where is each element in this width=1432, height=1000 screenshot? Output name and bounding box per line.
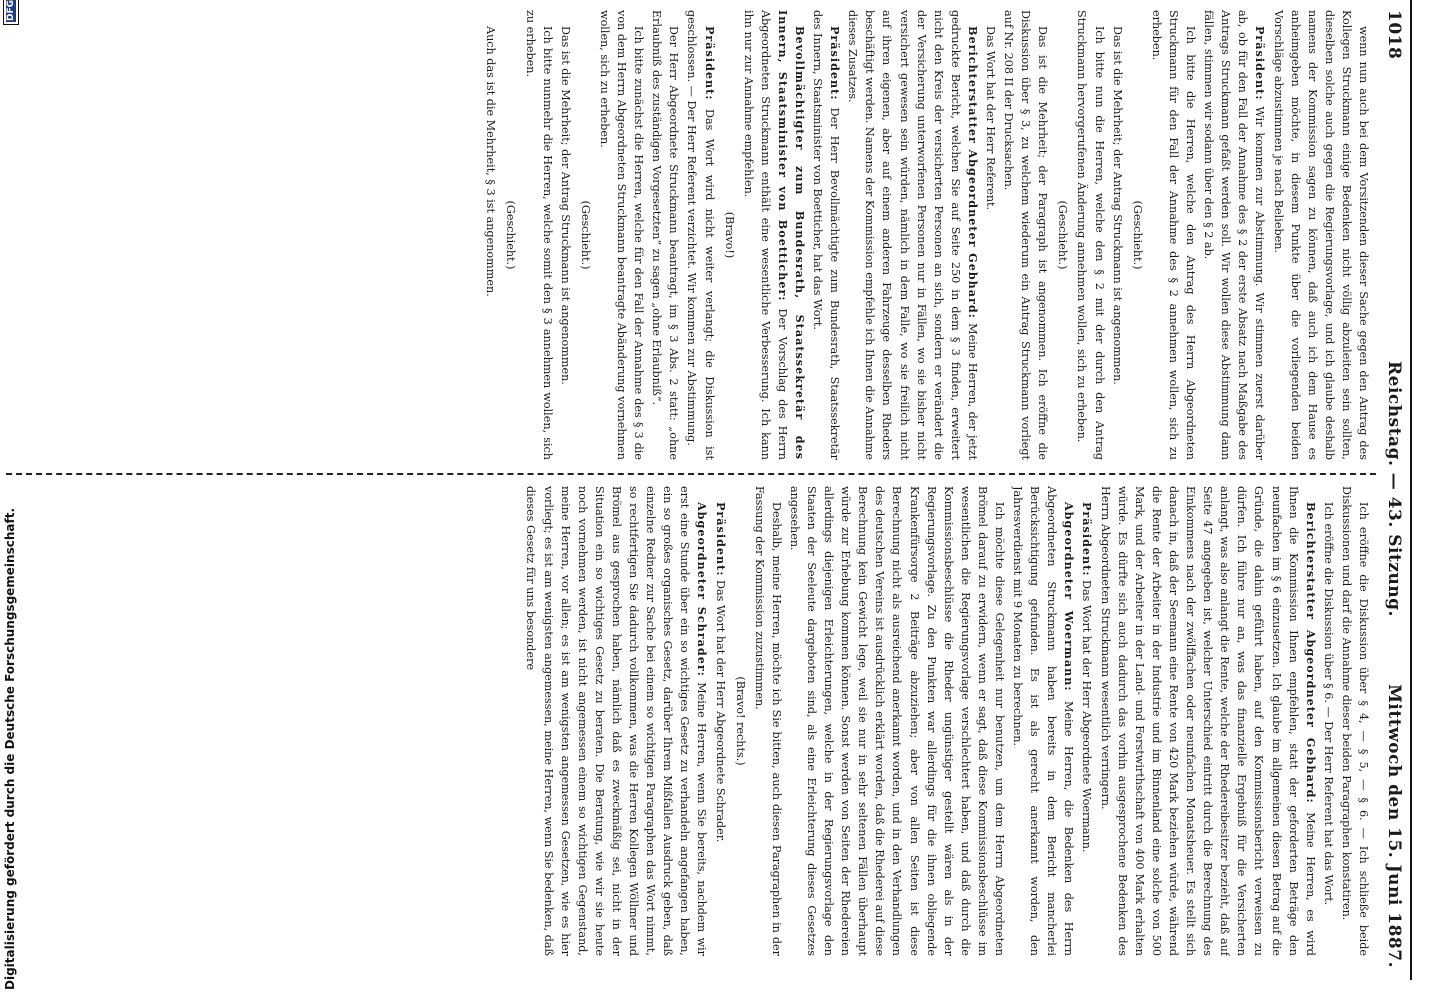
paragraph: [740, 10, 808, 460]
left-column: [28, 10, 1372, 460]
speaker-name: Berichterstatter Abgeordneter Gebhard:: [965, 26, 980, 319]
speaker-name: Präsident:: [1080, 502, 1095, 577]
paragraph: [844, 10, 981, 460]
page-number: 1018: [1384, 10, 1404, 60]
speaker-name: Abgeordneter Schrader:: [695, 502, 710, 677]
right-column: [28, 486, 1372, 956]
stage-direction: (Geschieht.): [1056, 200, 1070, 270]
paragraph-text: Das Wort wird nicht weiter verlangt; die Diskussion ist geschlossen. — Der Herr Referent verzichtet. Wir kommen zur Abstimmung.: [685, 10, 716, 460]
paragraph-text: Der Herr Abgeordnete Struckmann beantragt, im § 3 Abs. 2 statt: „ohne Erlaubniß des zuständigen Vorgesetzten“ zu sagen „ohne Erlaubniß“.: [650, 10, 681, 460]
paragraph-text: Deshalb, meine Herren, möchte ich Sie bitten, auch diesen Paragraphen in der Fassung der Kommission zuzustimmen.: [752, 486, 783, 956]
paragraph: [711, 486, 728, 956]
paragraph: [683, 10, 717, 460]
paragraph-text: Wir kommen zur Abstimmung. Wir stimmen zuerst darüber ab, ob für den Fall der Annahme des § 2 der erste Absatz nach Maßgabe des Antrags Struckmann gefaßt werden soll. Wir wollen diese Abstimmung dann fällen, stimmen wir sodann über den § 2 ab.: [1202, 10, 1267, 460]
paragraph: [1009, 486, 1077, 956]
paragraph-text: Der Herr Bevollmächtigte zum Bundesrath, Staatssekretär des Innern, Staatsminister von Boetticher, hat das Wort.: [811, 10, 842, 460]
stage-direction: (Bravo! rechts.): [733, 676, 747, 766]
paragraph: [557, 10, 574, 460]
stage-direction: (Bravo!): [722, 211, 736, 259]
paragraph-text: Das Wort hat der Herr Abgeordnete Schrader.: [713, 580, 727, 843]
paragraph-text: Auch das ist die Mehrheit, § 3 ist angenommen.: [484, 26, 498, 297]
speaker-name: Abgeordneter Woermann:: [1062, 502, 1077, 692]
paragraph: [809, 10, 843, 460]
paragraph: [1000, 10, 1051, 460]
header-rule: [1410, 0, 1412, 980]
paragraph: [482, 10, 499, 460]
paragraph-text: Ich bitte nunmehr die Herren, welche somit den § 3 annehmen wollen, sich zu erheben.: [523, 10, 554, 460]
header-date: Mittwoch den 15. Juni 1887.: [1384, 684, 1404, 968]
paragraph: [522, 10, 556, 460]
paragraph: [1320, 486, 1337, 956]
paragraph-text: Das Wort hat der Herr Abgeordnete Woermann.: [1080, 580, 1094, 853]
paragraph-text: Das ist die Mehrheit; der Antrag Struckmann ist angenommen.: [558, 26, 572, 385]
paragraph-text: Meine Herren, die Bedenken des Herrn Abgeordneten Struckmann haben bereits in dem Bericht mancherlei Berücksichtigung gefunden. Es ist als gerecht anerkannt worden, den Jahresverdienst mit 9 Monaten zu berechnen.: [1011, 486, 1076, 956]
paragraph-text: Ich möchte diese Gelegenheit nur benutzen, um dem Herrn Abgeordneten Brömel darauf zu erwidern, wenn er sagt, daß diese Kommissionsbeschlüsse im wesentlichen die Regierungsvorlage verschlechtert haben, und daß durch die Kommissionsbeschlüsse die Rheder ungünstiger gestellt wären als in der Regierungsvorlage. Zu den Punkten war allerdings für die ihnen obliegende Krankenfürsorge 2 Beiträge abzuziehen; aber von allen Seiten ist diese Berechnung nicht als ausreichend anerkannt worden, und in den Verhandlungen des deutschen Vereins ist ausdrücklich erklärt worden, daß die Rhederei auf diese Berechnung kein Gewicht lege, weil sie nur in sehr seltenen Fällen überhaupt würde zur Erhebung kommen können. Sonst werden von Seiten der Rhedereien allerdings diejenigen Erleichterungen, welche in der Regierungsvorlage den Staaten der Seeleute dargeboten sind, als eine Erleichterung dieses Gesetzes angesehen.: [787, 486, 1007, 956]
paragraph: [1109, 10, 1126, 460]
paragraph-text: Das ist die Mehrheit; der Paragraph ist angenommen. Ich eröffne die Diskussion über § 3, zu welchem wiederum ein Antrag Struckmann vorliegt auf Nr. 208 II der Drucksachen.: [1002, 10, 1050, 460]
paragraph-text: Ich bitte die Herren, welche den Antrag des Herrn Abgeordneten Struckmann für den Fall der Annahme des § 2 annehmen wollen, sich zu erheben.: [1149, 10, 1198, 460]
paragraph-text: Das Wort hat der Herr Referent.: [984, 26, 998, 211]
paragraph-text: wenn nun auch bei dem Vorsitzenden dieser Sache gegen den Antrag des Kollegen Struckmann einige Bedenken nicht völlig abzuleiten sein sollten, dieselben solche auch gegen die Regierungsvorlage, und ich glaube deshalb namens der Kommission sagen zu können, daß auch ich dem Hause es anheimgeben möchte, in diesem Punkte über die vorliegenden beiden Vorschläge abzustimmen je nach Belieben.: [1271, 10, 1370, 460]
column-divider: [6, 473, 1376, 475]
paragraph: [596, 10, 647, 460]
dfg-logo: [3, 0, 19, 25]
stage-direction: (Geschieht.): [504, 200, 518, 270]
paragraph-text: Das ist die Mehrheit; der Antrag Struckmann ist angenommen.: [1110, 26, 1124, 385]
page-header: [1380, 10, 1406, 968]
speaker-name: Präsident:: [713, 502, 728, 577]
dfg-logo-text: DFG: [6, 0, 16, 21]
speaker-name: Präsident:: [702, 26, 717, 101]
paragraph: [1078, 486, 1095, 956]
paragraph-text: Der Vorschlag des Herrn Abgeordneten Struckmann enthält eine wesentliche Verbesserung. Ich kann ihn nur zur Annahme empfehlen.: [741, 10, 789, 460]
paragraph-text: Ich eröffne die Diskussion über § 6. — Der Herr Referent hat das Wort.: [1321, 502, 1335, 906]
paragraph: [1338, 486, 1372, 956]
paragraph-text: Ich eröffne die Diskussion über § 4, — § 5, — § 6. — Ich schließe beide Diskussionen und darf die Annahme dieser beiden Paragraphen konstatiren.: [1339, 486, 1370, 956]
paragraph-text: Meine Herren, der jetzt gedruckte Bericht, welchen Sie auf Seite 250 in dem § 3 finden, erweitert nicht den Kreis der versicherten Personen an sich, sondern er verändert die der Versicherung unterworfenen Personen nur in Fällen, wo sie bisher nicht versichert gewesen sein würden, nämlich in dem Falle, wo sie freilich nicht auf ihren eigenen, aber auf einem anderen Fahrzeuge desselben Rheders beschäftigt werden. Namens der Kommission empfehle ich Ihnen die Annahme dieses Zusatzes.: [846, 10, 979, 460]
paragraph-text: Meine Herren, wenn Sie bereits, nachdem wir erst eine Stunde über ein so wichtiges Gesetz zu verhandeln angefangen haben, ein so großes organisches Gesetz, darüber Ihrem Mißfallen Ausdruck geben, daß einzelne Redner zur Sache bei einem so wichtigen Paragraphen das Wort nimmt, so rechtfertigen Sie dadurch vollkommen, was die Herren Kollegen Wöllmer und Brömel aus gesprochen haben, nämlich daß es zweckmäßig sei, nicht in der Situation ein so wichtiges Gesetz zu beraten. Die Beratung, wie wir sie heute noch vornehmen werden, ist nicht angemessen einem so wichtigen Gegenstand, meine Herren, vor allen; es ist am wenigsten angemessen Gesetzen, wie es hier vorliegt; es ist am wenigsten angemessen, meine Herren, wenn Sie bedenken, daß dieses Gesetz für uns besondere: [524, 486, 709, 956]
paragraph: [982, 10, 999, 460]
paragraph-text: Ich bitte zunächst die Herren, welche für den Fall der Annahme des § 3 die von dem Herrn Abgeordneten Struckmann beantragte Abänderung vornehmen wollen, sich zu erheben.: [597, 10, 646, 460]
paragraph: [1200, 10, 1268, 460]
paragraph: [751, 486, 785, 956]
paragraph: [1073, 10, 1107, 460]
stage-direction: (Geschieht.): [1130, 200, 1144, 270]
paragraph-text: Ich bitte nun die Herren, welche den § 2 mit der durch den Antrag Struckmann hervorgerufenen Änderung annehmen wollen, sich zu erheben.: [1075, 10, 1106, 460]
paragraph: [648, 10, 682, 460]
running-head: Reichstag. — 43. Sitzung.: [1384, 361, 1404, 617]
speaker-name: Präsident:: [828, 26, 843, 101]
stage-direction: (Geschieht.): [578, 200, 592, 270]
paragraph: [1148, 10, 1199, 460]
speaker-name: Bevollmächtigter zum Bundesrath, Staatssekretär des Innern, Staatsminister von Boetticher:: [775, 10, 807, 460]
speaker-name: Berichterstatter Abgeordneter Gebhard:: [1303, 502, 1318, 804]
paragraph: [1269, 10, 1372, 460]
funding-note: Digitalisierung gefördert durch die Deutsche Forschungsgemeinschaft.: [3, 507, 17, 990]
speaker-name: Präsident:: [1253, 26, 1268, 101]
paragraph: [1097, 486, 1319, 956]
paragraph-text: Meine Herren, es wird Ihnen die Kommission Ihnen empfehlen, statt der geforderten Beträge den neunfachen im § 6 einzusetzen. Ich glaube im allgemeinen diesen Betrag auf die Gründe, die dahin geführt haben, auf den Kommissionsbericht verweisen zu dürfen. Ich führe nur an, was das finanzielle Ergebniß für die Versicherten anlangt, was also anlangt die Rente, welche der Rhedereibesitzer bezieht, daß auf Seite 47 angegeben ist, welcher Unterschied eintritt durch die Berechnung des Einkommens nach der zwölffachen oder neunfachen Monatsheuer. Es stellt sich danach in, daß der Seemann eine Rente von 420 Mark beziehen würde, während die Rente der Arbeiter in der Industrie und im Binnenland eine solche von 500 Mark, und der Arbeiter in der Land- und Forstwirthschaft von 400 Mark erhalten würde. Es dürfte sich auch dadurch das vorhin ausgesprochene Bedenken des Herrn Abgeordneten Struckmann wesentlich verringern.: [1098, 486, 1317, 956]
paragraph: [522, 486, 710, 956]
paragraph: [786, 486, 1008, 956]
footer-strip: [0, 0, 20, 1000]
